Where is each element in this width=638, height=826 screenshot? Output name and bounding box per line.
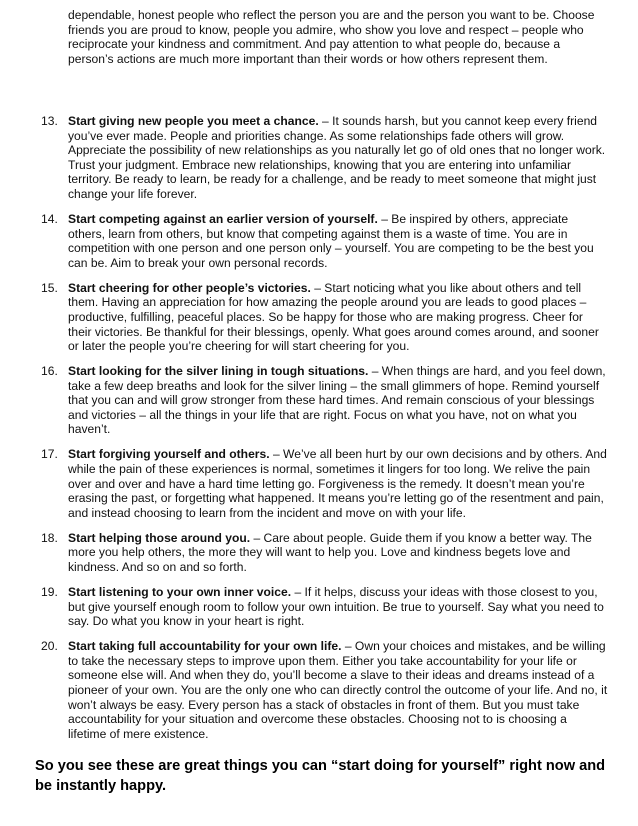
item-heading: Start cheering for other people’s victories. (68, 280, 311, 295)
item-body: – When things are hard, and you feel down, take a few deep breaths and look for the silver lining – the small glimmers of hope. Remind yourself that you can and will grow stronger from these hard times. And remain conscious of your blessings and victories – all the things in your life that are right. Focus on what you have, not on what you haven’t. (68, 364, 606, 437)
item-number: 14. (41, 211, 58, 226)
item-number: 16. (41, 364, 58, 379)
list-item (0, 212, 638, 270)
item-number: 20. (41, 639, 58, 654)
closing-statement: So you see these are great things you can “start doing for yourself” right now and be instantly happy. (35, 758, 606, 794)
item-body: – Start noticing what you like about others and tell them. Having an appreciation for how amazing the people around you are leads to good places – productive, fulfilling, peaceful places. So be happy for those who are making progress. Cheer for their victories. Be thankful for their blessings, openly. What goes around comes around, and sooner or later the people you’re cheering for will start cheering for you. (68, 280, 599, 354)
item-heading: Start giving new people you meet a chance. (68, 114, 319, 128)
intro-paragraph: dependable, honest people who reflect the person you are and the person you want to be. Choose friends you are proud to know, people you admire, who show you love and respect – people who reciprocate your kindness and commitment. And pay attention to what people do, because a person’s actions are much more important than their words or how others represent them. (68, 8, 595, 66)
item-body: – Own your choices and mistakes, and be willing to take the necessary steps to improve upon them. Either you take accountability for your life or someone else will. And when they do, you’ll become a slave to their ideas and dreams instead of a pioneer of your own. You are the only one who can directly control the outcome of your life. And no, it won’t always be easy. Every person has a stack of obstacles in front of them. But you must take accountability for your situation and overcome these obstacles. Choosing not to is choosing a lifetime of mere existence. (68, 639, 608, 741)
item-heading: Start taking full accountability for your own life. (68, 639, 342, 654)
item-body: – Care about people. Guide them if you know a better way. The more you help others, the more they will want to help you. Love and kindness begets love and kindness. And so on and so forth. (68, 530, 592, 574)
item-body: – It sounds harsh, but you cannot keep every friend you’ve ever made. People and priorities change. As some relationships fade others will grow. Appreciate the possibility of new relationships as you naturally let go of old ones that no longer work. Trust your judgment. Embrace new relationships, knowing that you are entering into unfamiliar territory. Be ready to learn, be ready for a challenge, and be ready to meet someone that might just change your life forever. (68, 114, 606, 201)
item-body: – Be inspired by others, appreciate others, learn from others, but know that competing against them is a waste of time. You are in competition with one person and one person only – yourself. You are competing to be the best you can be. Aim to break your own personal records. (68, 211, 594, 270)
item-number: 13. (41, 114, 58, 128)
item-number: 17. (41, 447, 58, 462)
tips-list (0, 114, 638, 752)
list-item (0, 281, 638, 354)
list-item (0, 447, 638, 520)
item-heading: Start competing against an earlier version of yourself. (68, 211, 378, 226)
item-heading: Start looking for the silver lining in tough situations. (68, 364, 369, 379)
item-body: – We’ve all been hurt by our own decisions and by others. And while the pain of these experiences is normal, sometimes it lingers for too long. We relive the pain over and over and have a hard time letting go. Forgiveness is the remedy. It doesn’t mean you’re erasing the past, or forgetting what happened. It means you’re letting go of the resentment and pain, and instead choosing to learn from the incident and move on with your life. (68, 447, 607, 520)
item-heading: Start helping those around you. (68, 530, 251, 545)
item-number: 18. (41, 530, 58, 545)
list-item (0, 639, 638, 741)
item-number: 19. (41, 584, 58, 599)
list-item (0, 585, 638, 629)
item-number: 15. (41, 280, 58, 295)
item-heading: Start listening to your own inner voice. (68, 584, 292, 599)
list-item (0, 114, 638, 202)
item-body: – If it helps, discuss your ideas with those closest to you, but give yourself enough room to follow your own intuition. Be true to yourself. Say what you need to say. Do what you know in your heart is right. (68, 584, 604, 629)
list-item (0, 364, 638, 437)
list-item (0, 531, 638, 575)
item-heading: Start forgiving yourself and others. (68, 447, 270, 462)
